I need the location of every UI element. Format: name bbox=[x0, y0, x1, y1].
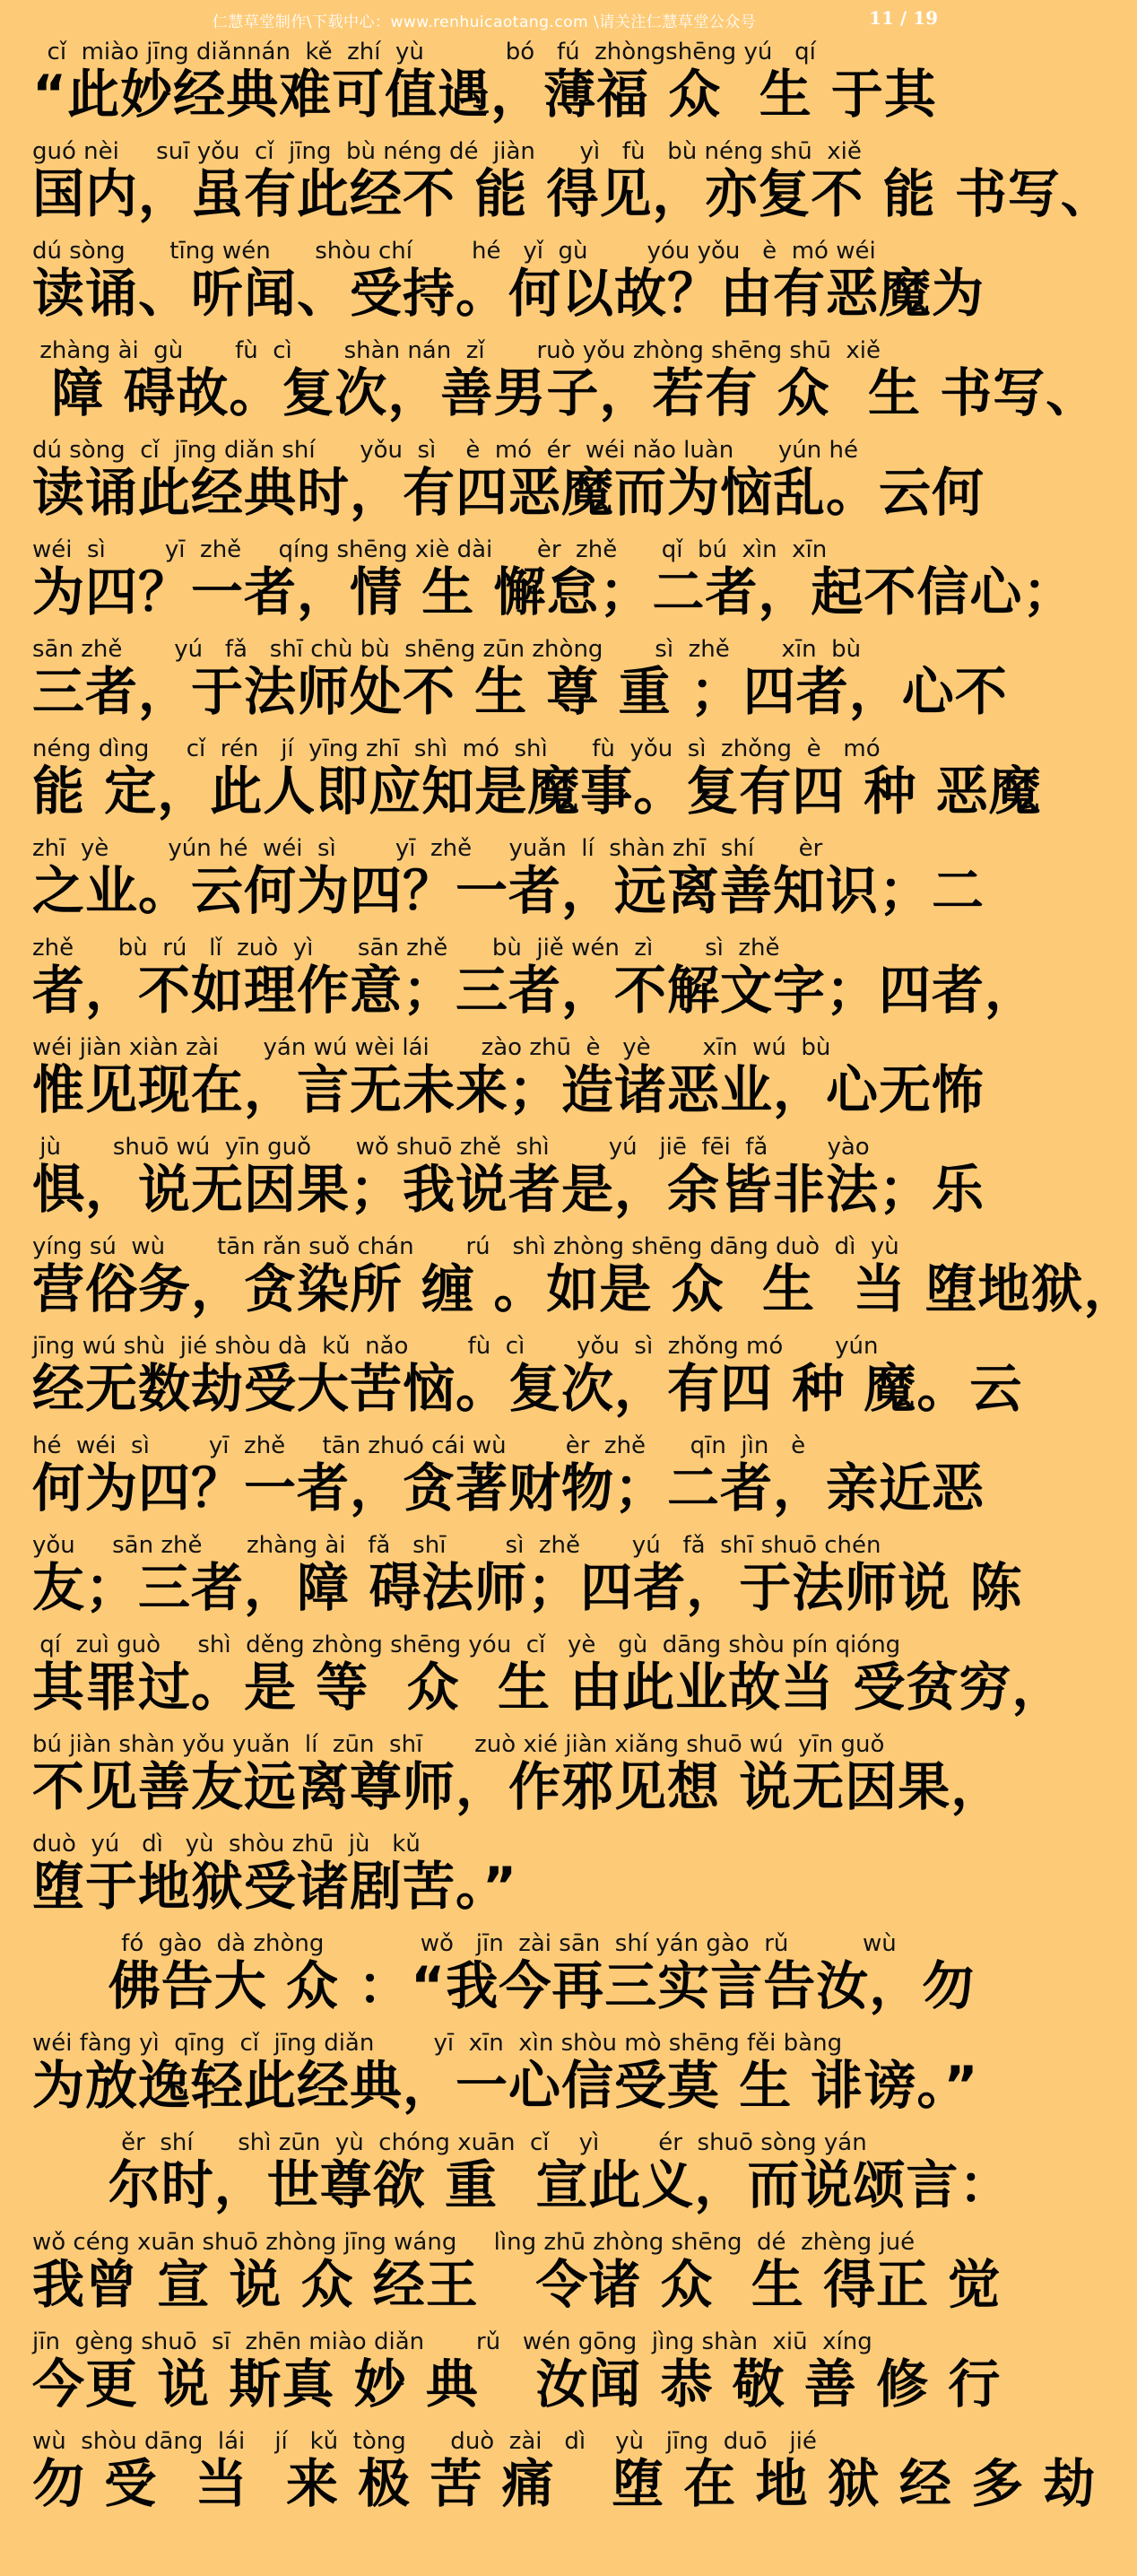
text-line bbox=[0, 729, 1042, 829]
scripture-text bbox=[0, 32, 1137, 2521]
chinese-line: 今更 说 斯真 妙 典 汝闻 恭 敬 善 修 行 bbox=[32, 2354, 1002, 2415]
chinese-line: 为四？一者，情 生 懈怠；二者，起不信心； bbox=[32, 561, 1076, 622]
chinese-line: 勿 受 当 来 极 苦 痛 堕 在 地 狱 经 多 劫 bbox=[32, 2453, 1097, 2514]
text-line bbox=[0, 530, 1076, 630]
chinese-line: 营俗务，贪染所 缠 。如是 众 生 当 堕地狱， bbox=[32, 1258, 1137, 1319]
text-line bbox=[0, 928, 1038, 1028]
chinese-line: 不见善友远离尊师，作邪见想 说无因果， bbox=[32, 1756, 1004, 1817]
pinyin-line: fó gào dà zhòng wǒ jīn zài sān shí yán gào rǔ wù bbox=[32, 1930, 897, 1957]
chinese-line: 尔时，世尊欲 重 宣此义，而说颂言： bbox=[32, 2154, 1012, 2215]
chinese-line: 为放逸轻此经典，一心信受莫 生 诽谤。” bbox=[32, 2055, 979, 2116]
pinyin-line: wéi sì yī zhě qíng shēng xiè dài èr zhě qǐ bú xìn xīn bbox=[32, 536, 828, 563]
text-line bbox=[0, 32, 968, 132]
chinese-line: 者，不如理作意；三者，不解文字；四者， bbox=[32, 960, 1038, 1021]
chinese-line: 堕于地狱受诸剧苦。” bbox=[32, 1856, 518, 1917]
pinyin-line: sān zhě yú fǎ shī chù bù shēng zūn zhòng sì zhě xīn bù bbox=[32, 636, 862, 663]
chinese-line: 我曾 宣 说 众 经王 令诸 众 生 得正 觉 bbox=[32, 2254, 1002, 2315]
text-line bbox=[0, 2322, 1002, 2422]
pinyin-line: guó nèi suī yǒu cǐ jīng bù néng dé jiàn yì fù bù néng shū xiě bbox=[32, 138, 862, 165]
chinese-line: 三者，于法师处不 生 尊 重 ；四者，心不 bbox=[32, 661, 1008, 722]
page-header bbox=[0, 0, 968, 36]
text-line bbox=[0, 2422, 1097, 2521]
text-line bbox=[0, 1725, 1004, 1824]
pinyin-line: duò yú dì yù shòu zhū jù kǔ bbox=[32, 1831, 421, 1858]
pinyin-line: zhī yè yún hé wéi sì yī zhě yuǎn lí shàn zhī shí èr bbox=[32, 835, 823, 862]
pinyin-line: dú sòng tīng wén shòu chí hé yǐ gù yóu yǒu è mó wéi bbox=[32, 238, 876, 265]
chinese-line: “此妙经典难可值遇，薄福 众 生 于其 bbox=[32, 64, 937, 125]
text-line bbox=[0, 132, 1114, 231]
text-line bbox=[0, 1327, 1023, 1426]
chinese-line: 惧，说无因果；我说者是，余皆非法；乐 bbox=[32, 1159, 985, 1220]
pinyin-line: qí zuì guò shì děng zhòng shēng yóu cǐ yè gù dāng shòu pín qióng bbox=[32, 1632, 901, 1658]
pinyin-line: jù shuō wú yīn guǒ wǒ shuō zhě shì yú jiē fēi fǎ yào bbox=[32, 1134, 870, 1161]
pinyin-line: néng dìng cǐ rén jí yīng zhī shì mó shì fù yǒu sì zhǒng è mó bbox=[32, 735, 881, 762]
pinyin-line: bú jiàn shàn yǒu yuǎn lí zūn shī zuò xié jiàn xiǎng shuō wú yīn guǒ bbox=[32, 1731, 885, 1758]
text-line bbox=[0, 1526, 1023, 1625]
text-line bbox=[0, 829, 985, 928]
pinyin-line: hé wéi sì yī zhě tān zhuó cái wù èr zhě qīn jìn è bbox=[32, 1432, 806, 1459]
pinyin-line: zhàng ài gù fù cì shàn nán zǐ ruò yǒu zhòng shēng shū xiě bbox=[32, 337, 881, 364]
text-line bbox=[0, 1824, 968, 1924]
chinese-line: 佛告大 众 ：“我今再三实言告汝，勿 bbox=[32, 1955, 976, 2016]
chinese-line: 读诵、听闻、受持。何以故？由有恶魔为 bbox=[32, 263, 985, 324]
text-line bbox=[0, 331, 1099, 431]
pinyin-line: wǒ céng xuān shuō zhòng jīng wáng lìng zhū zhòng shēng dé zhèng jué bbox=[32, 2229, 916, 2256]
chinese-line: 友；三者，障 碍法师；四者，于法师说 陈 bbox=[32, 1557, 1023, 1618]
chinese-line: 能 定，此人即应知是魔事。复有四 种 恶魔 bbox=[32, 761, 1042, 822]
pinyin-line: yǒu sān zhě zhàng ài fǎ shī sì zhě yú fǎ shī shuō chén bbox=[32, 1532, 881, 1559]
text-line bbox=[0, 2023, 979, 2123]
chinese-line: 之业。云何为四？一者，远离善知识；二 bbox=[32, 860, 985, 921]
text-line bbox=[0, 1227, 1137, 1327]
pinyin-line: cǐ miào jīng diǎnnán kě zhí yù bó fú zhòngshēng yú qí bbox=[32, 39, 816, 65]
pinyin-line: wù shòu dāng lái jí kǔ tòng duò zài dì yù jīng duō jié bbox=[32, 2428, 817, 2455]
pinyin-line: dú sòng cǐ jīng diǎn shí yǒu sì è mó ér wéi nǎo luàn yún hé bbox=[32, 437, 858, 464]
text-line bbox=[0, 2223, 1002, 2322]
text-line bbox=[0, 231, 985, 331]
chinese-line: 何为四？一者，贪著财物；二者，亲近恶 bbox=[32, 1458, 985, 1519]
text-line bbox=[0, 1625, 1065, 1725]
chinese-line: 国内，虽有此经不 能 得见，亦复不 能 书写、 bbox=[32, 163, 1114, 224]
chinese-line: 障 碍故。复次，善男子，若有 众 生 书写、 bbox=[32, 362, 1099, 423]
pinyin-line: yíng sú wù tān rǎn suǒ chán rú shì zhòng shēng dāng duò dì yù bbox=[32, 1233, 899, 1260]
chinese-line: 读诵此经典时，有四恶魔而为恼乱。云何 bbox=[32, 462, 985, 523]
pinyin-line: jīng wú shù jié shòu dà kǔ nǎo fù cì yǒu sì zhǒng mó yún bbox=[32, 1333, 879, 1360]
chinese-line: 其罪过。是 等 众 生 由此业故当 受贫穷， bbox=[32, 1657, 1065, 1718]
pinyin-line: wéi fàng yì qīng cǐ jīng diǎn yī xīn xìn shòu mò shēng fěi bàng bbox=[32, 2030, 843, 2057]
pinyin-line: ěr shí shì zūn yù chóng xuān cǐ yì ér shuō sòng yán bbox=[32, 2129, 867, 2156]
text-line bbox=[0, 630, 1008, 729]
text-line bbox=[0, 1127, 985, 1227]
chinese-line: 惟见现在，言无未来；造诸恶业，心无怖 bbox=[32, 1059, 985, 1120]
pinyin-line: jīn gèng shuō sī zhēn miào diǎn rǔ wén gōng jìng shàn xiū xíng bbox=[32, 2328, 872, 2355]
text-line bbox=[0, 1426, 985, 1526]
text-line bbox=[0, 1028, 985, 1127]
chinese-line: 经无数劫受大苦恼。复次，有四 种 魔。云 bbox=[32, 1358, 1023, 1419]
text-line bbox=[0, 2123, 1012, 2223]
pinyin-line: zhě bù rú lǐ zuò yì sān zhě bù jiě wén zì sì zhě bbox=[32, 935, 780, 962]
text-line bbox=[0, 1924, 976, 2023]
header-title: 仁慧草堂制作\下载中心：www.renhuicaotang.com \请关注仁慧草堂公众号 bbox=[212, 13, 757, 31]
text-line bbox=[0, 431, 985, 530]
page-number: 11 / 19 bbox=[869, 7, 938, 29]
pinyin-line: wéi jiàn xiàn zài yán wú wèi lái zào zhū è yè xīn wú bù bbox=[32, 1034, 831, 1061]
